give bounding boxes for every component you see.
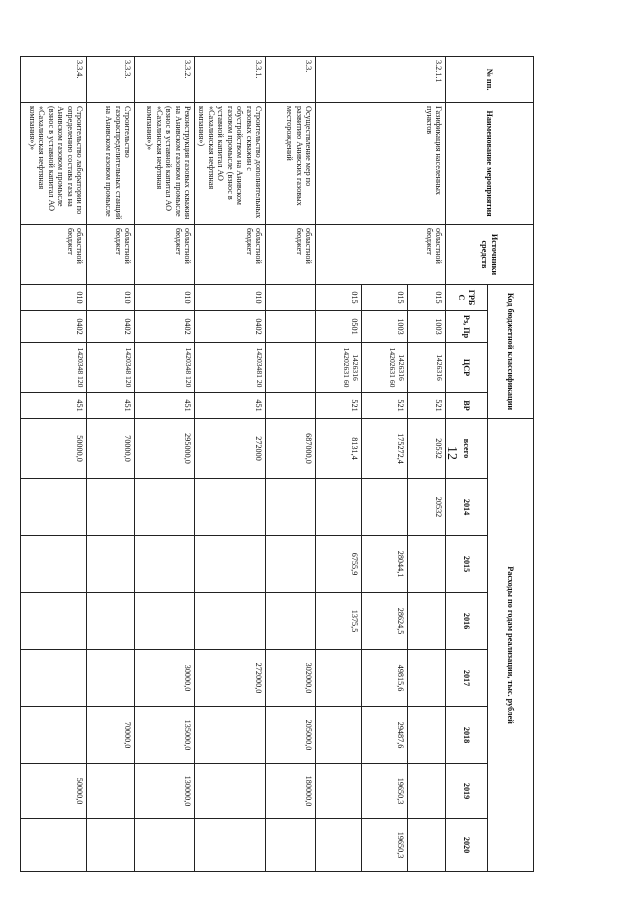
page-number: 12	[444, 446, 459, 460]
cell-2015: 28044,1	[362, 536, 408, 593]
cell-2017: 272000,0	[195, 650, 266, 707]
cell-2017	[21, 650, 87, 707]
cell-2019: 19650,3	[362, 764, 408, 819]
cell-2014	[21, 479, 87, 536]
cell-2019: 180000,0	[266, 764, 316, 819]
cell-total: 70000,0	[87, 419, 135, 479]
table-row	[135, 57, 195, 872]
cell-num: 3.3.2.	[135, 57, 195, 103]
cell-grbs: 010	[195, 285, 266, 311]
cell-2016	[195, 593, 266, 650]
cell-name: Реконструкция газовых скважин на Анивском газовом промысле (взнос в уставной капитал АО «Сахалинская нефтяная компания»)»	[135, 103, 195, 225]
cell-rzpr: 1003	[362, 311, 408, 343]
cell-2016	[135, 593, 195, 650]
cell-2017	[316, 650, 362, 707]
cell-2017: 30000,0	[135, 650, 195, 707]
cell-2019: 130000,0	[135, 764, 195, 819]
cell-2020	[87, 819, 135, 872]
cell-vr: 451	[195, 393, 266, 419]
cell-2018: 205000,0	[266, 707, 316, 764]
header-year-2017: 2017	[446, 650, 488, 707]
cell-source: областной бюджет	[87, 225, 135, 285]
expense-table	[20, 56, 534, 872]
cell-2015	[87, 536, 135, 593]
cell-2015	[135, 536, 195, 593]
cell-2018: 70000,0	[87, 707, 135, 764]
cell-total: 295000,0	[135, 419, 195, 479]
cell-total: 175272,4	[362, 419, 408, 479]
cell-grbs: 010	[135, 285, 195, 311]
header-vr: ВР	[446, 393, 488, 419]
cell-source: областной бюджет	[21, 225, 87, 285]
cell-2020: 19650,3	[362, 819, 408, 872]
cell-vr: 521	[316, 393, 362, 419]
cell-source: областной бюджет	[135, 225, 195, 285]
cell-total: 8131,4	[316, 419, 362, 479]
cell-2018	[316, 707, 362, 764]
cell-grbs	[266, 285, 316, 311]
cell-rzpr: 0501	[316, 311, 362, 343]
cell-source: областной бюджет	[195, 225, 266, 285]
cell-2016	[266, 593, 316, 650]
table-row	[21, 57, 87, 872]
cell-2015: 6755,9	[316, 536, 362, 593]
cell-total: 20532	[408, 419, 446, 479]
cell-vr: 521	[362, 393, 408, 419]
cell-2016: 28624,5	[362, 593, 408, 650]
cell-2015	[266, 536, 316, 593]
cell-grbs: 015	[316, 285, 362, 311]
cell-2016: 1375,5	[316, 593, 362, 650]
cell-vr: 451	[87, 393, 135, 419]
cell-2018	[195, 707, 266, 764]
cell-2019	[408, 764, 446, 819]
cell-2018: 29487,6	[362, 707, 408, 764]
cell-csr: 1426316	[408, 343, 446, 393]
cell-total: 272000	[195, 419, 266, 479]
header-budget-code: Код бюджетной классификации	[488, 285, 534, 419]
cell-total: 50000,0	[21, 419, 87, 479]
cell-2017: 302000,0	[266, 650, 316, 707]
cell-rzpr: 0402	[21, 311, 87, 343]
cell-num: 3.3.	[266, 57, 316, 103]
cell-2014	[195, 479, 266, 536]
cell-rzpr: 1003	[408, 311, 446, 343]
cell-csr: 1420348 120	[21, 343, 87, 393]
header-year-2018: 2018	[446, 707, 488, 764]
cell-2020	[316, 819, 362, 872]
cell-2019: 50000,0	[21, 764, 87, 819]
header-rzpr: Рз, Пр	[446, 311, 488, 343]
cell-rzpr: 0402	[135, 311, 195, 343]
header-year-2020: 2020	[446, 819, 488, 872]
cell-vr: 451	[21, 393, 87, 419]
cell-vr: 451	[135, 393, 195, 419]
cell-name: Строительство лаборатории по определению состава газа на Анивском газовом промысле (взнос в уставной капитал АО «Сахалинская нефтяная компания»)»	[21, 103, 87, 225]
cell-2018: 135000,0	[135, 707, 195, 764]
cell-rzpr: 0402	[195, 311, 266, 343]
cell-name: Газификация населенных пунктов	[316, 103, 446, 225]
cell-csr: 14203481 20	[195, 343, 266, 393]
table-row	[195, 57, 266, 872]
cell-2019	[87, 764, 135, 819]
cell-rzpr: 0402	[87, 311, 135, 343]
header-name: Наименование мероприятия	[446, 103, 534, 225]
header-source: Источники средств	[446, 225, 534, 285]
cell-2017	[408, 650, 446, 707]
cell-2014	[362, 479, 408, 536]
cell-2019	[195, 764, 266, 819]
header-year-2014: 2014	[446, 479, 488, 536]
cell-2020	[195, 819, 266, 872]
cell-2016	[87, 593, 135, 650]
cell-2020	[135, 819, 195, 872]
header-year-2016: 2016	[446, 593, 488, 650]
cell-2014	[87, 479, 135, 536]
cell-2014: 20532	[408, 479, 446, 536]
header-year-2015: 2015	[446, 536, 488, 593]
cell-num: 3.2.1.1	[316, 57, 446, 103]
cell-2020	[408, 819, 446, 872]
cell-grbs: 015	[408, 285, 446, 311]
cell-csr: 1420348 120	[87, 343, 135, 393]
header-grbs: ГРБ С	[446, 285, 488, 311]
cell-2017: 49815,6	[362, 650, 408, 707]
header-total: всего	[446, 419, 488, 479]
header-expenses: Расходы по годам реализации, тыс. рублей	[488, 419, 534, 872]
cell-2020	[266, 819, 316, 872]
cell-2014	[266, 479, 316, 536]
cell-rzpr	[266, 311, 316, 343]
cell-2017	[87, 650, 135, 707]
cell-2018	[21, 707, 87, 764]
cell-grbs: 015	[362, 285, 408, 311]
cell-csr: 1426316 14202631 60	[316, 343, 362, 393]
table-row	[266, 57, 316, 872]
header-num: № пп.	[446, 57, 534, 103]
cell-source: областной бюджет	[316, 225, 446, 285]
cell-csr	[266, 343, 316, 393]
cell-2015	[195, 536, 266, 593]
cell-name: Осуществление мер по развитию Анивских газовых месторождений	[266, 103, 316, 225]
cell-total: 687000,0	[266, 419, 316, 479]
cell-grbs: 010	[21, 285, 87, 311]
cell-num: 3.3.1.	[195, 57, 266, 103]
cell-2016	[21, 593, 87, 650]
header-csr: ЦСР	[446, 343, 488, 393]
cell-2014	[316, 479, 362, 536]
cell-vr: 521	[408, 393, 446, 419]
cell-num: 3.3.3.	[87, 57, 135, 103]
table-row	[87, 57, 135, 872]
cell-2014	[135, 479, 195, 536]
cell-num: 3.3.4.	[21, 57, 87, 103]
cell-2015	[408, 536, 446, 593]
cell-name: Строительство газораспределительных станций на Анивском газовом промысле	[87, 103, 135, 225]
table-row	[408, 57, 446, 872]
cell-vr	[266, 393, 316, 419]
cell-source: областной бюджет	[266, 225, 316, 285]
cell-csr: 1420348 120	[135, 343, 195, 393]
cell-2020	[21, 819, 87, 872]
header-year-2019: 2019	[446, 764, 488, 819]
cell-csr: 1426316 14202631 60	[362, 343, 408, 393]
cell-2018	[408, 707, 446, 764]
cell-name: Строительство дополнительных газовых скважин с обустройством на Анивском газовом промысле (взнос в уставной капитал АО «Сахалинская нефтяная компания»)	[195, 103, 266, 225]
cell-2015	[21, 536, 87, 593]
cell-2019	[316, 764, 362, 819]
cell-2016	[408, 593, 446, 650]
cell-grbs: 010	[87, 285, 135, 311]
